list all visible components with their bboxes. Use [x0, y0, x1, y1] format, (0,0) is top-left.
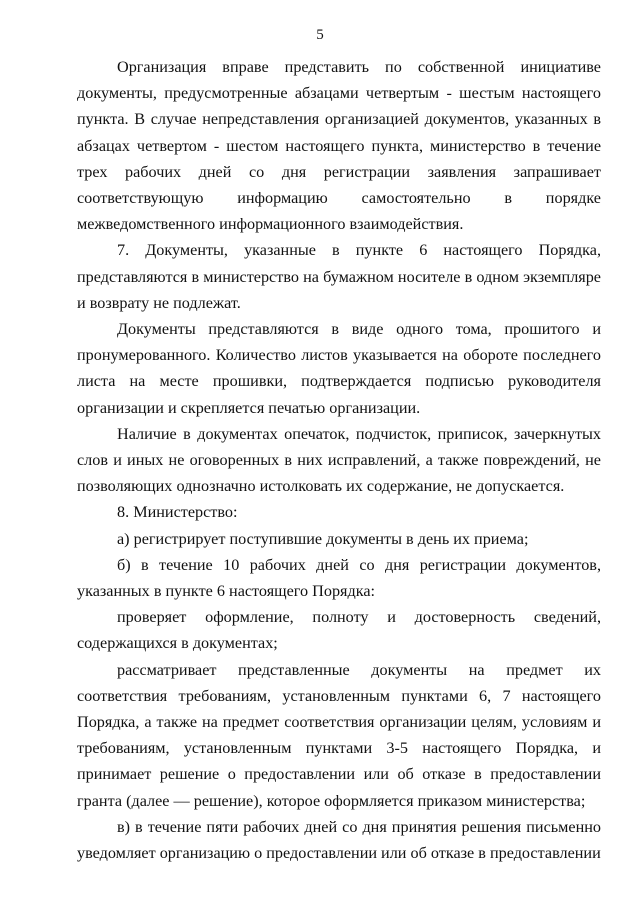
paragraph-item-7: 7. Документы, указанные в пункте 6 настоящего Порядка, представляются в министерство на бумажном носителе в одном экземпляре и возврату не подлежат. [77, 241, 601, 312]
paragraph-reviews-documents: рассматривает представленные документы на предмет их соответствия требованиям, установленным пунктами 6, 7 настоящего Порядка, а также на предмет соответствия организации целям, условиям и требованиям, установленным пунктами 3-5 настоящего Порядка, и принимает решение о предоставлении или об отказе в предоставлении гранта (далее — решение), которое оформляется приказом министерства; [77, 660, 601, 810]
paragraph-initiative-documents: Организация вправе представить по собственной инициативе документы, предусмотренные абзацами четвертым - шестым настоящего пункта. В случае непредставления организацией документов, указанных в абзацах четвертом - шестом настоящего пункта, министерство в течение трех рабочих дней со дня регистрации заявления запрашивает соответствующую информацию самостоятельно в порядке межведомственного информационного взаимодействия. [77, 58, 601, 234]
paragraph-checks-documents: проверяет оформление, полноту и достоверность сведений, содержащихся в документах; [77, 608, 601, 653]
paragraph-item-8a: а) регистрирует поступившие документы в день их приема; [117, 529, 529, 548]
paragraph-volume-requirements: Документы представляются в виде одного тома, прошитого и пронумерованного. Количество листов указывается на обороте последнего листа на месте прошивки, подтверждается подписью руководителя организации и скрепляется печатью организации. [77, 320, 601, 417]
paragraph-no-corrections: Наличие в документах опечаток, подчисток, приписок, зачеркнутых слов и иных не оговоренных в них исправлений, а также повреждений, не позволяющих однозначно истолковать их содержание, не допускается. [77, 424, 601, 496]
paragraph-item-8-heading: 8. Министерство: [117, 503, 238, 522]
paragraph-item-8b: б) в течение 10 рабочих дней со дня регистрации документов, указанных в пункте 6 настоящего Порядка: [77, 555, 601, 601]
paragraph-item-8v: в) в течение пяти рабочих дней со дня принятия решения письменно уведомляет организацию о предоставлении или об отказе в предоставлении [77, 817, 601, 863]
document-body [77, 54, 601, 866]
page-number: 5 [316, 27, 324, 43]
